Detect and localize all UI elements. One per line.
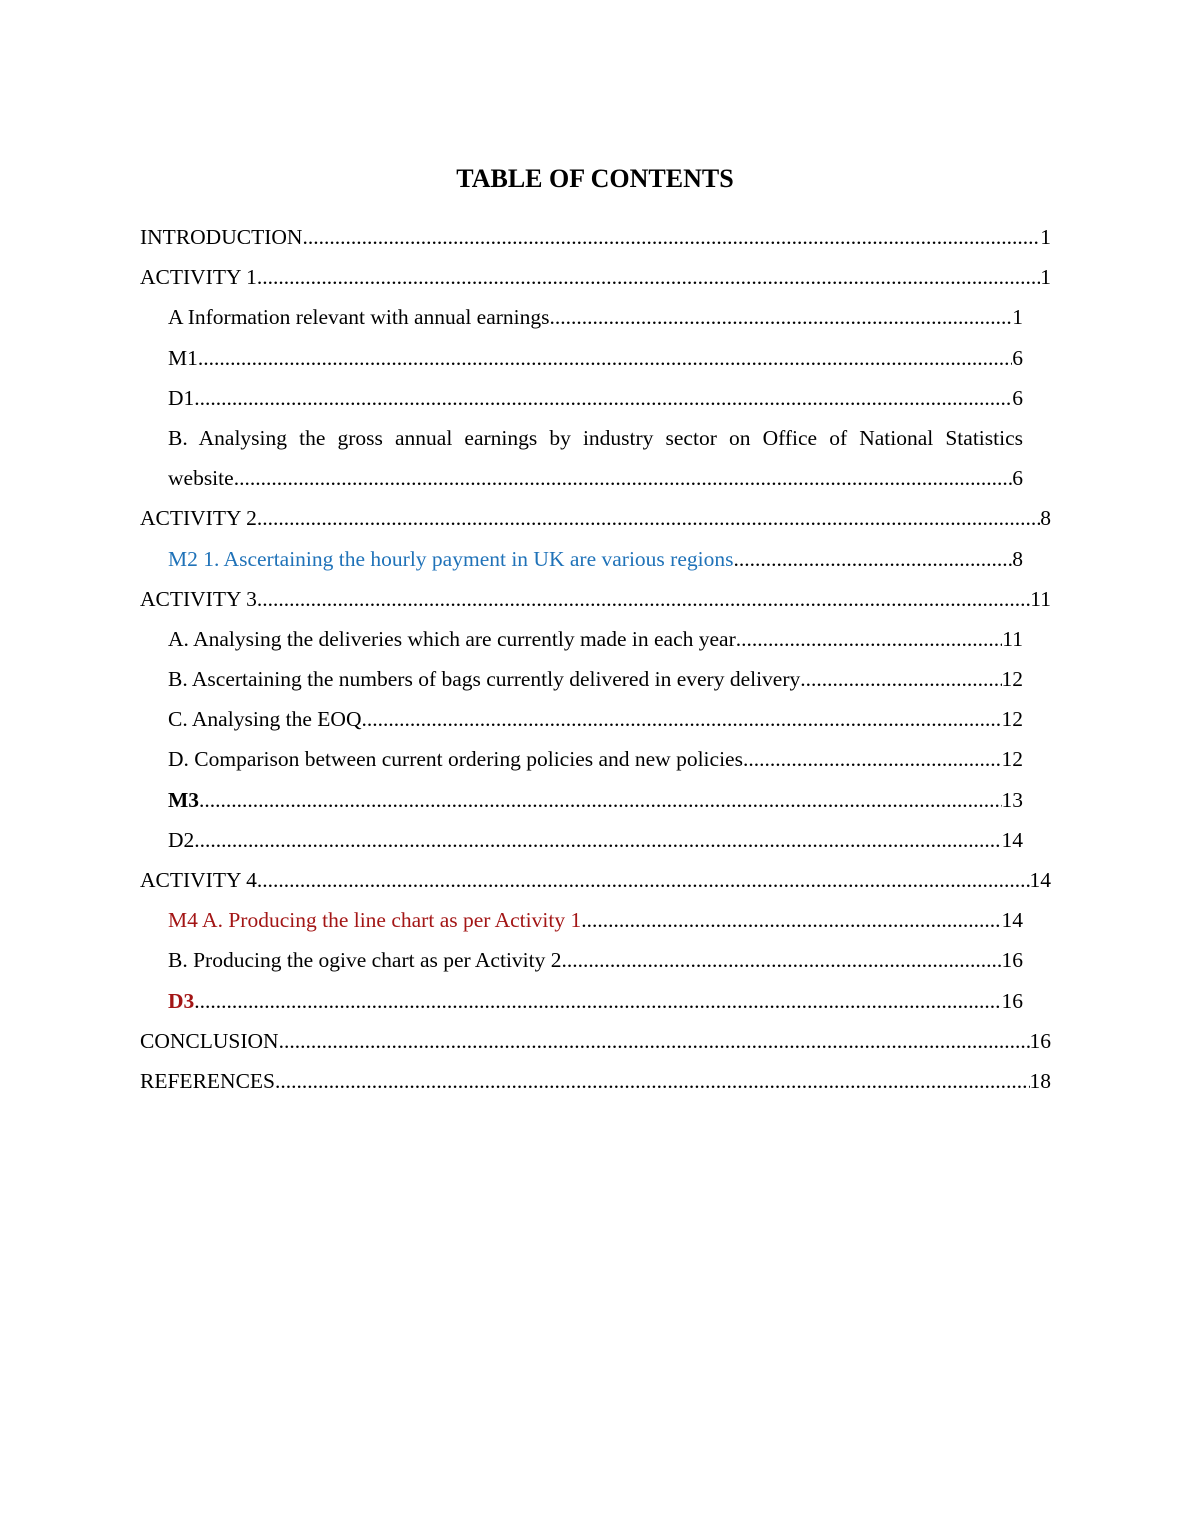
toc-entry-label: D2 — [168, 827, 195, 852]
toc-dot-leader — [198, 338, 1012, 378]
toc-dot-leader — [581, 900, 1001, 940]
toc-entry-references[interactable] — [140, 1061, 1051, 1101]
toc-page-number: 6 — [1012, 466, 1023, 491]
toc-entry-activity-4[interactable] — [140, 860, 1051, 900]
toc-title: TABLE OF CONTENTS — [456, 164, 734, 193]
toc-dot-leader — [234, 458, 1013, 498]
toc-entry-m4-line-chart[interactable] — [168, 900, 1023, 940]
toc-entry-activity-2[interactable] — [140, 498, 1051, 538]
toc-entry-label: D. Comparison between current ordering policies and new policies — [168, 747, 743, 772]
toc-dot-leader — [743, 739, 1002, 779]
toc-list — [140, 217, 1051, 1101]
toc-page-number: 6 — [1012, 385, 1023, 410]
toc-entry-label: D1 — [168, 385, 195, 410]
toc-dot-leader — [279, 1021, 1030, 1061]
toc-entry-label: ACTIVITY 3 — [140, 586, 257, 611]
toc-entry-deliveries[interactable] — [168, 619, 1023, 659]
toc-dot-leader — [362, 699, 1002, 739]
toc-dot-leader — [800, 659, 1001, 699]
toc-entry-m3[interactable] — [168, 780, 1023, 820]
toc-page-number: 6 — [1012, 345, 1023, 370]
toc-entry-gross-annual-earnings[interactable] — [168, 418, 1023, 498]
toc-entry-label: CONCLUSION — [140, 1028, 279, 1053]
toc-entry-label: ACTIVITY 4 — [140, 868, 257, 892]
toc-entry-label: D3 — [168, 988, 195, 1013]
toc-page-number: 8 — [1012, 546, 1023, 571]
toc-page-number: 11 — [1002, 626, 1023, 651]
toc-page-number: 14 — [1029, 868, 1051, 892]
toc-dot-leader — [194, 820, 1001, 860]
toc-entry-annual-earnings[interactable] — [168, 297, 1023, 337]
toc-dot-leader — [275, 1061, 1030, 1101]
toc-dot-leader — [194, 378, 1012, 418]
toc-page-number: 12 — [1001, 747, 1023, 772]
toc-dot-leader — [257, 579, 1030, 619]
toc-entry-label: website — [168, 466, 234, 491]
toc-entry-label: REFERENCES — [140, 1068, 275, 1093]
toc-dot-leader — [257, 860, 1030, 900]
toc-entry-label: B. Analysing the gross annual earnings by industry sector on Office of National Statistics — [168, 425, 1023, 450]
toc-dot-leader — [733, 539, 1012, 579]
toc-entry-activity-3[interactable] — [140, 579, 1051, 619]
toc-page-number: 14 — [1001, 827, 1023, 852]
toc-page-number: 1 — [1040, 265, 1051, 290]
toc-dot-leader — [194, 981, 1001, 1021]
toc-dot-leader — [550, 297, 1013, 337]
toc-page-number: 13 — [1001, 787, 1023, 812]
toc-entry-label: ACTIVITY 1 — [140, 265, 257, 290]
toc-entry-label: INTRODUCTION — [140, 225, 303, 249]
toc-entry-label: M1 — [168, 345, 198, 370]
toc-entry-bags-delivered[interactable] — [168, 659, 1023, 699]
toc-entry-m1[interactable] — [168, 338, 1023, 378]
toc-page-number: 12 — [1001, 707, 1023, 732]
toc-entry-label: B. Ascertaining the numbers of bags currently delivered in every delivery — [168, 667, 801, 692]
toc-page-number: 12 — [1001, 667, 1023, 692]
toc-page-number: 14 — [1001, 908, 1023, 933]
toc-entry-label: A Information relevant with annual earnings — [168, 305, 550, 330]
toc-entry-eoq[interactable] — [168, 699, 1023, 739]
toc-entry-ordering-policies[interactable] — [168, 739, 1023, 779]
toc-page-number: 11 — [1030, 586, 1051, 611]
toc-dot-leader — [199, 780, 1001, 820]
toc-dot-leader — [302, 217, 1040, 257]
toc-entry-d3[interactable] — [168, 981, 1023, 1021]
toc-entry-d1[interactable] — [168, 378, 1023, 418]
toc-page-number: 18 — [1029, 1068, 1051, 1093]
toc-dot-leader — [257, 498, 1040, 538]
toc-dot-leader — [736, 619, 1003, 659]
toc-entry-label: A. Analysing the deliveries which are currently made in each year — [168, 626, 736, 651]
toc-entry-m2-hourly-payment[interactable] — [168, 539, 1023, 579]
toc-page-number: 1 — [1040, 225, 1051, 249]
toc-page-number: 16 — [1001, 988, 1023, 1013]
toc-entry-conclusion[interactable] — [140, 1021, 1051, 1061]
toc-page-number: 16 — [1029, 1028, 1051, 1053]
toc-entry-label-continued — [168, 458, 1023, 498]
toc-entry-label: M4 A. Producing the line chart as per Activity 1 — [168, 908, 582, 933]
toc-dot-leader — [257, 257, 1040, 297]
toc-entry-ogive-chart[interactable] — [168, 940, 1023, 980]
toc-entry-label: ACTIVITY 2 — [140, 506, 257, 531]
toc-entry-activity-1[interactable] — [140, 257, 1051, 297]
toc-page-number: 1 — [1012, 305, 1023, 330]
toc-dot-leader — [562, 940, 1002, 980]
toc-entry-label: M3 — [168, 787, 200, 812]
toc-entry-introduction[interactable] — [140, 217, 1051, 257]
toc-entry-label: M2 1. Ascertaining the hourly payment in UK are various regions — [168, 546, 734, 571]
toc-page-number: 8 — [1040, 506, 1051, 531]
toc-entry-label: C. Analysing the EOQ — [168, 707, 362, 732]
toc-entry-label: B. Producing the ogive chart as per Activity 2 — [168, 948, 562, 973]
toc-entry-d2[interactable] — [168, 820, 1023, 860]
toc-page-number: 16 — [1001, 948, 1023, 973]
